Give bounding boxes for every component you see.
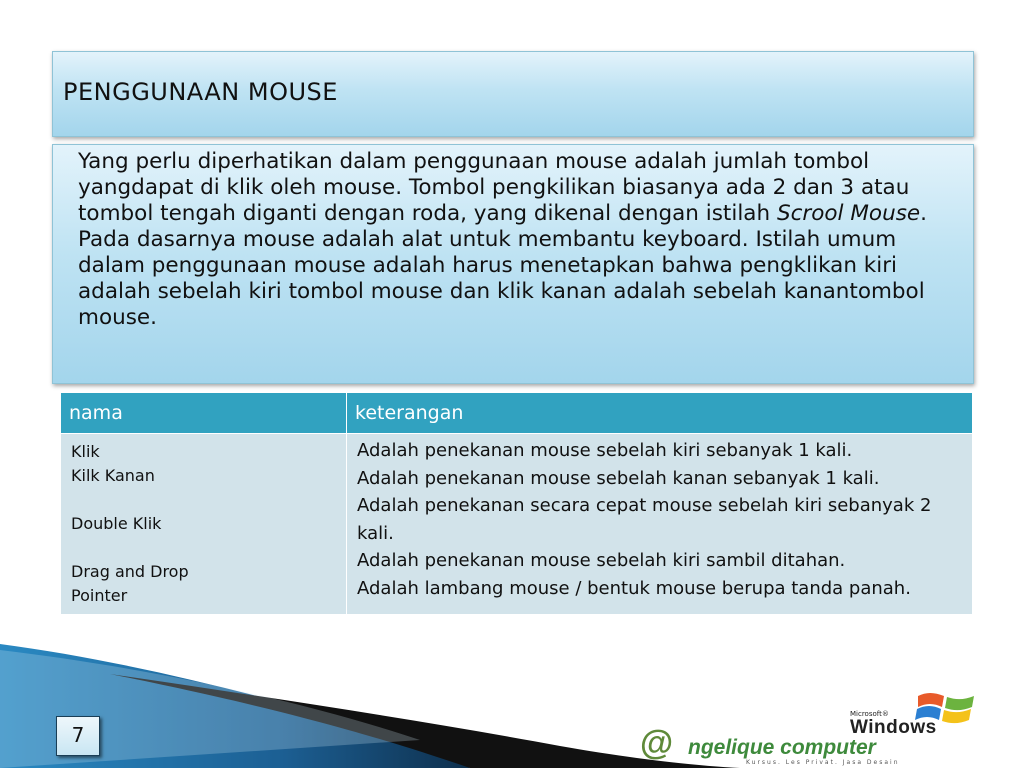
table-header-row xyxy=(61,393,973,434)
table-row xyxy=(61,434,973,615)
desc-kilk-kanan: Adalah penekanan mouse sebelah kanan sebanyak 1 kali. xyxy=(357,467,880,489)
windows-label: Windows xyxy=(850,717,937,738)
title-box xyxy=(52,51,974,137)
content-text-italic: Scrool Mouse xyxy=(776,201,921,226)
desc-double-klik: Adalah penekanan secara cepat mouse sebelah kiri sebanyak 2 kali. xyxy=(357,495,932,544)
content-box xyxy=(52,144,974,384)
term-klik: Klik xyxy=(71,442,100,461)
nama-cell xyxy=(61,434,347,615)
term-double-klik: Double Klik xyxy=(71,514,162,533)
logo-area xyxy=(636,686,996,768)
content-paragraph xyxy=(78,149,958,331)
content-text-part1: Yang perlu diperhatikan dalam penggunaan mouse adalah jumlah tombol yangdapat di klik oleh mouse. Tombol pengkilikan biasanya ada 2 dan 3 atau tombol tengah diganti dengan roda, yang dikenal dengan istilah xyxy=(78,149,910,226)
brand-name: ngelique computer xyxy=(688,736,876,759)
term-drag-and-drop: Drag and Drop xyxy=(71,562,189,581)
spacer xyxy=(71,536,336,560)
slide-number: 7 xyxy=(56,716,100,756)
microsoft-label: Microsoft® xyxy=(850,710,889,718)
spacer xyxy=(71,488,336,512)
slide-title: PENGGUNAAN MOUSE xyxy=(63,78,338,106)
desc-klik: Adalah penekanan mouse sebelah kiri sebanyak 1 kali. xyxy=(357,440,853,461)
brand-tagline: Kursus. Les Privat. Jasa Desain xyxy=(746,759,900,766)
content-text-part2: . Pada dasarnya mouse adalah alat untuk membantu keyboard. Istilah umum dalam penggunaan mouse adalah harus menetapkan bahwa pengklikan kiri adalah sebelah kiri tombol mouse dan klik kanan adalah sebelah kanantombol mouse. xyxy=(78,201,927,330)
term-kilk-kanan: Kilk Kanan xyxy=(71,466,155,485)
keterangan-cell xyxy=(347,434,973,615)
desc-drag-and-drop: Adalah penekanan mouse sebelah kiri sambil ditahan. xyxy=(357,550,846,571)
term-pointer: Pointer xyxy=(71,586,128,605)
header-nama: nama xyxy=(61,393,347,434)
desc-pointer: Adalah lambang mouse / bentuk mouse berupa tanda panah. xyxy=(357,577,911,599)
header-keterangan: keterangan xyxy=(347,393,973,434)
at-logo-icon: @ xyxy=(640,724,674,762)
mouse-terms-table xyxy=(60,392,973,615)
